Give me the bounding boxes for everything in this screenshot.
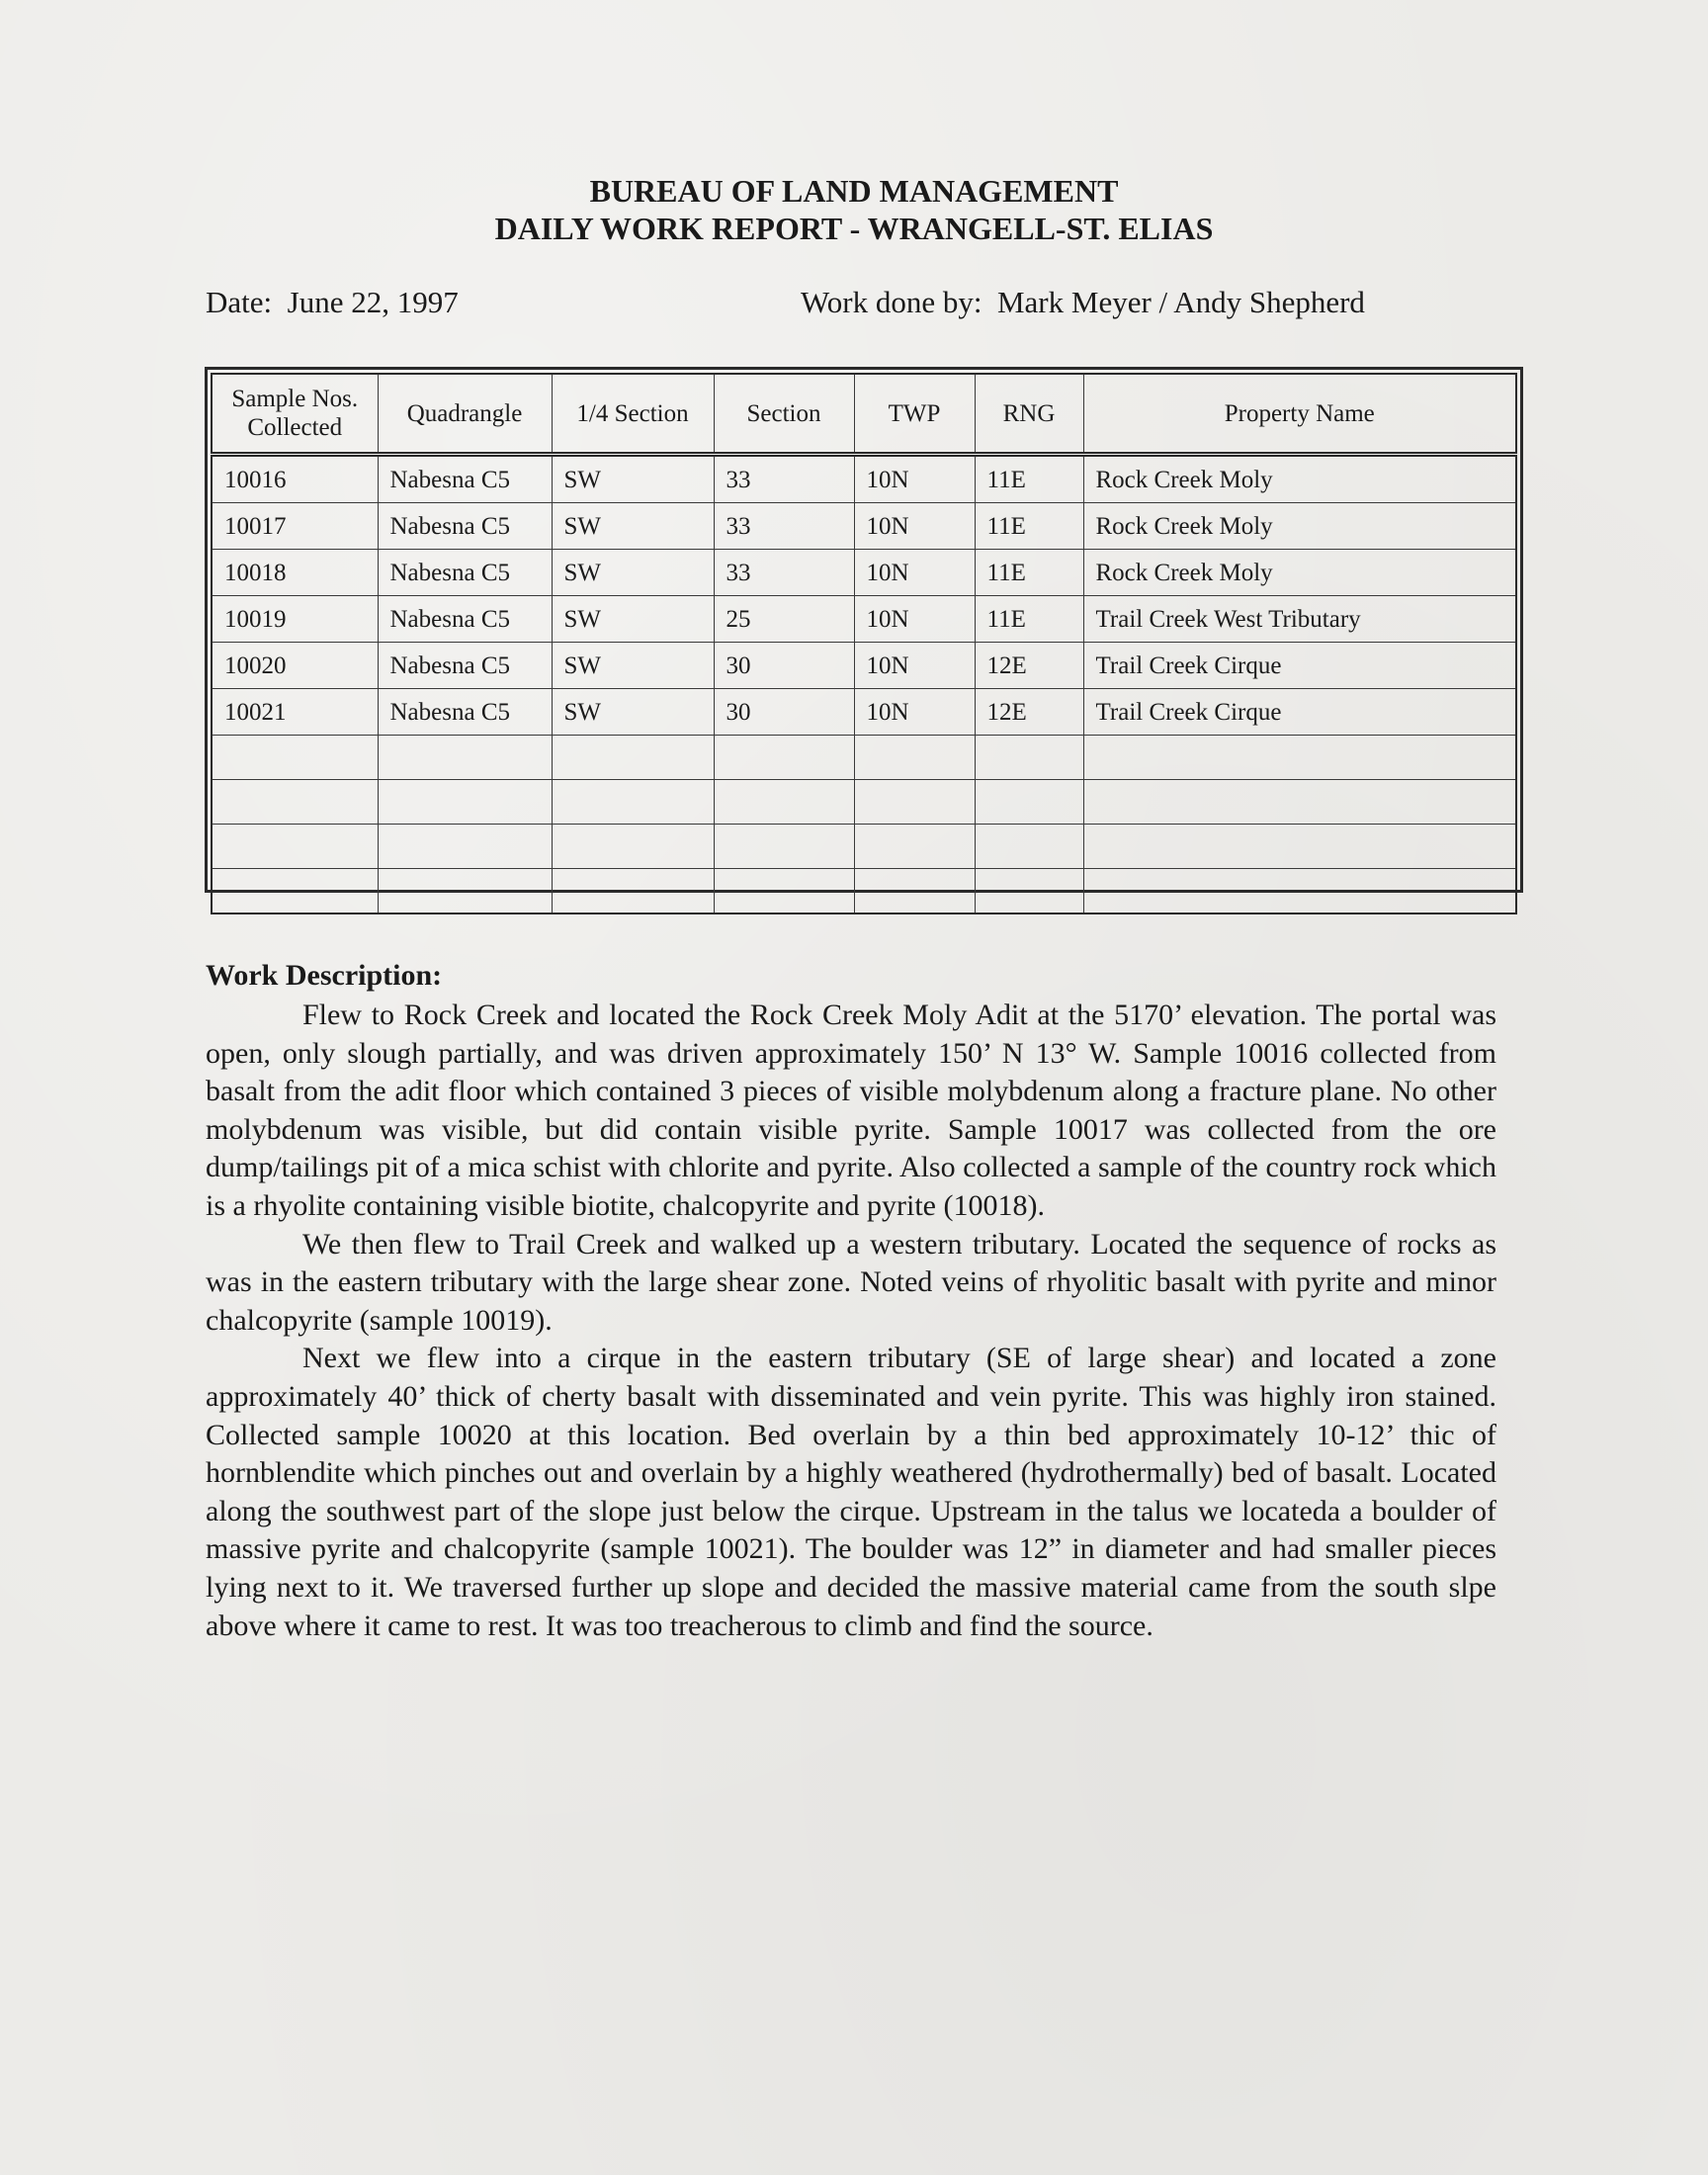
table-cell: 10N [854,643,975,689]
date-value: June 22, 1997 [287,285,459,319]
column-header: Section [714,374,854,455]
table-cell: Nabesna C5 [378,550,552,596]
report-title-main: DAILY WORK REPORT - WRANGELL-ST. ELIAS [494,211,1214,246]
work-done-by [801,285,1365,320]
column-header: Quadrangle [378,374,552,455]
table-cell: 12E [975,643,1083,689]
table-cell: Rock Creek Moly [1083,550,1516,596]
report-title-agency: BUREAU OF LAND MANAGEMENT [589,173,1119,209]
table-row [212,689,1516,736]
table-cell: Nabesna C5 [378,689,552,736]
table-cell: 10N [854,596,975,643]
table-cell: 10018 [212,550,378,596]
table-cell: 10019 [212,596,378,643]
table-cell: 30 [714,643,854,689]
table-cell: 33 [714,503,854,550]
table-row [212,550,1516,596]
table-cell: 33 [714,550,854,596]
table-cell: SW [552,596,714,643]
empty-table-row [212,825,1516,869]
work-done-value: Mark Meyer / Andy Shepherd [996,285,1365,319]
table-row [212,596,1516,643]
table-row [212,643,1516,689]
table-cell: 10N [854,550,975,596]
table-cell: SW [552,689,714,736]
table-row [212,503,1516,550]
column-header: TWP [854,374,975,455]
table-cell: SW [552,503,714,550]
table-cell: Nabesna C5 [378,643,552,689]
table-cell: SW [552,550,714,596]
table-cell: Rock Creek Moly [1083,503,1516,550]
work-description-paragraph: Next we flew into a cirque in the eastern tributary (SE of large shear) and located a zone approximately 40’ thick of cherty basalt with disseminated and vein pyrite. This was highly iron stained. Collected sample 10020 at this location. Bed overlain by a thin bed approximately 10-12’ thic of hornblendite which pinches out and overlain by a highly weathered (hydrothermally) bed of basalt. Located along the southwest part of the slope just below the cirque. Upstream in the talus we locateda a boulder of massive pyrite and chalcopyrite (sample 10021). The boulder was 12” in diameter and had smaller pieces lying next to it. We traversed further up slope and decided the massive material came from the south slpe above where it came to rest. It was too treacherous to climb and find the source. [206,1342,1496,1642]
empty-table-row [212,869,1516,914]
sample-table-frame [205,367,1523,893]
table-cell: 11E [975,455,1083,503]
table-row [212,455,1516,503]
table-cell: 25 [714,596,854,643]
date-label: Date: [206,285,273,319]
table-cell: SW [552,455,714,503]
table-header-row [212,374,1516,455]
table-cell: SW [552,643,714,689]
table-cell: Rock Creek Moly [1083,455,1516,503]
table-cell: 10N [854,455,975,503]
table-cell: 11E [975,503,1083,550]
work-done-label: Work done by: [801,285,982,319]
work-description-paragraph: We then flew to Trail Creek and walked up a western tributary. Located the sequence of rocks as was in the eastern tributary with the large shear zone. Noted veins of rhyolitic basalt with pyrite and minor chalcopyrite (sample 10019). [206,1227,1496,1337]
table-cell: 10N [854,503,975,550]
table-cell: Trail Creek Cirque [1083,643,1516,689]
empty-table-row [212,780,1516,825]
column-header: RNG [975,374,1083,455]
table-cell: Trail Creek Cirque [1083,689,1516,736]
table-cell: 30 [714,689,854,736]
table-cell: Trail Creek West Tributary [1083,596,1516,643]
sample-table [211,373,1517,914]
table-cell: 10016 [212,455,378,503]
table-cell: Nabesna C5 [378,455,552,503]
table-cell: Nabesna C5 [378,503,552,550]
table-cell: 10017 [212,503,378,550]
work-description-paragraph: Flew to Rock Creek and located the Rock Creek Moly Adit at the 5170’ elevation. The portal was open, only slough partially, and was driven approximately 150’ N 13° W. Sample 10016 collected from basalt from the adit floor which contained 3 pieces of visible molybdenum along a fracture plane. No other molybdenum was visible, but did contain visible pyrite. Sample 10017 was collected from the ore dump/tailings pit of a mica schist with chlorite and pyrite. Also collected a sample of the country rock which is a rhyolite containing visible biotite, chalcopyrite and pyrite (10018). [206,999,1496,1222]
report-date [206,285,459,320]
table-cell: 10021 [212,689,378,736]
column-header: 1/4 Section [552,374,714,455]
table-cell: 33 [714,455,854,503]
empty-table-row [212,736,1516,780]
table-cell: 11E [975,550,1083,596]
column-header: Property Name [1083,374,1516,455]
table-cell: 10020 [212,643,378,689]
column-header: Sample Nos. Collected [212,374,378,455]
work-description-heading: Work Description: [206,959,443,992]
table-cell: 12E [975,689,1083,736]
table-cell: Nabesna C5 [378,596,552,643]
work-description-body [206,997,1496,1645]
table-cell: 11E [975,596,1083,643]
table-cell: 10N [854,689,975,736]
